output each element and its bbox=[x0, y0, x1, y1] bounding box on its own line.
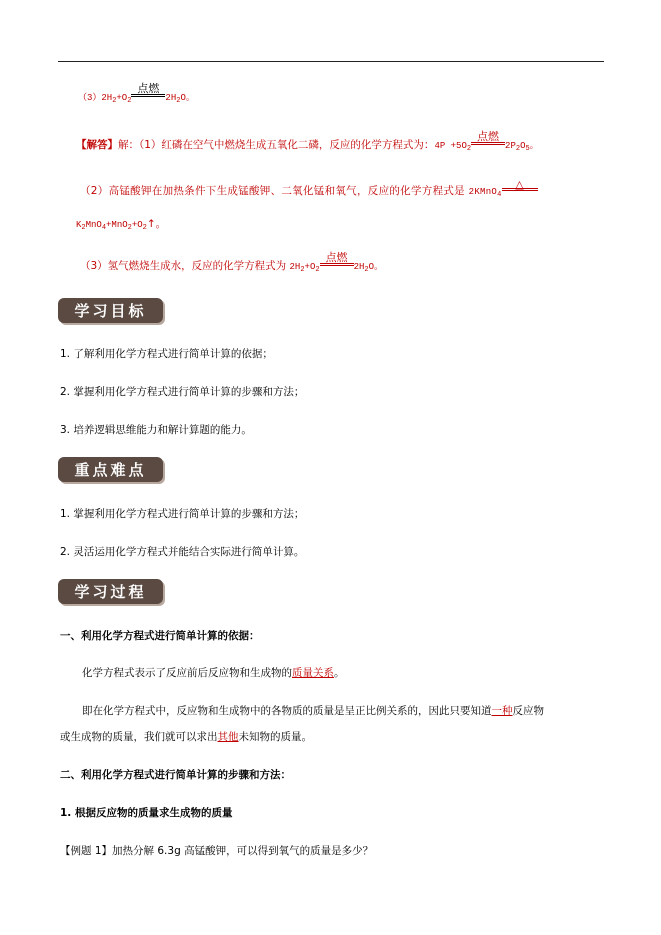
solution-line-2: （2）高锰酸钾在加热条件下生成锰酸钾、二氧化锰和氧气，反应的化学方程式是 2KMnO$_4$ △ bbox=[80, 183, 538, 199]
section-tag-goals: 学习目标 bbox=[58, 298, 163, 323]
section-tag-process: 学习过程 bbox=[58, 579, 163, 604]
paragraph: 化学方程式表示了反应前后反应物和生成物的质量关系。 bbox=[82, 667, 345, 679]
goal-item: 1. 了解利用化学方程式进行简单计算的依据； bbox=[60, 348, 273, 360]
example-question: 【例题 1】加热分解 6.3g 高锰酸钾，可以得到氧气的质量是多少？ bbox=[60, 845, 374, 857]
solution-line-2b: $K_2MnO_4+MnO_2+O_2↑$。 bbox=[76, 218, 167, 232]
paragraph: 即在化学方程式中，反应物和生成物中的各物质的质量是呈正比例关系的，因此只要知道一种反应物 bbox=[82, 705, 544, 717]
section-heading: 二、利用化学方程式进行简单计算的步骤和方法： bbox=[60, 769, 291, 781]
reaction-arrow: 点燃 bbox=[471, 141, 505, 151]
reaction-arrow: 点燃 bbox=[320, 262, 354, 272]
top-answer-equation: $(3)2H_2+O_2$ 点燃 $2H_2O$。 bbox=[78, 84, 195, 105]
header-rule bbox=[58, 61, 604, 62]
goal-item: 2. 掌握利用化学方程式进行简单计算的步骤和方法； bbox=[60, 386, 305, 398]
solution-line-1: 【解答】解：（1）红磷在空气中燃烧生成五氧化二磷，反应的化学方程式为：$4P +5O_2$ 点燃 $2P_2O_5$。 bbox=[76, 132, 539, 153]
key-item: 1. 掌握利用化学方程式进行简单计算的步骤和方法； bbox=[60, 508, 305, 520]
paragraph-continuation: 或生成物的质量，我们就可以求出其他未知物的质量。 bbox=[60, 731, 312, 743]
section-heading: 一、利用化学方程式进行简单计算的依据： bbox=[60, 630, 260, 642]
section-tag-key-points: 重点难点 bbox=[58, 457, 163, 482]
key-item: 2. 灵活运用化学方程式并能结合实际进行简单计算。 bbox=[60, 546, 305, 558]
reaction-arrow: 点燃 bbox=[131, 93, 165, 103]
reaction-arrow: △ bbox=[502, 185, 538, 197]
goal-item: 3. 培养逻辑思维能力和解计算题的能力。 bbox=[60, 424, 252, 436]
sub-heading: 1. 根据反应物的质量求生成物的质量 bbox=[60, 807, 233, 819]
solution-line-3: （3）氢气燃烧生成水，反应的化学方程式为 $2H_2+O_2$ 点燃 $2H_2O$。 bbox=[80, 253, 383, 274]
